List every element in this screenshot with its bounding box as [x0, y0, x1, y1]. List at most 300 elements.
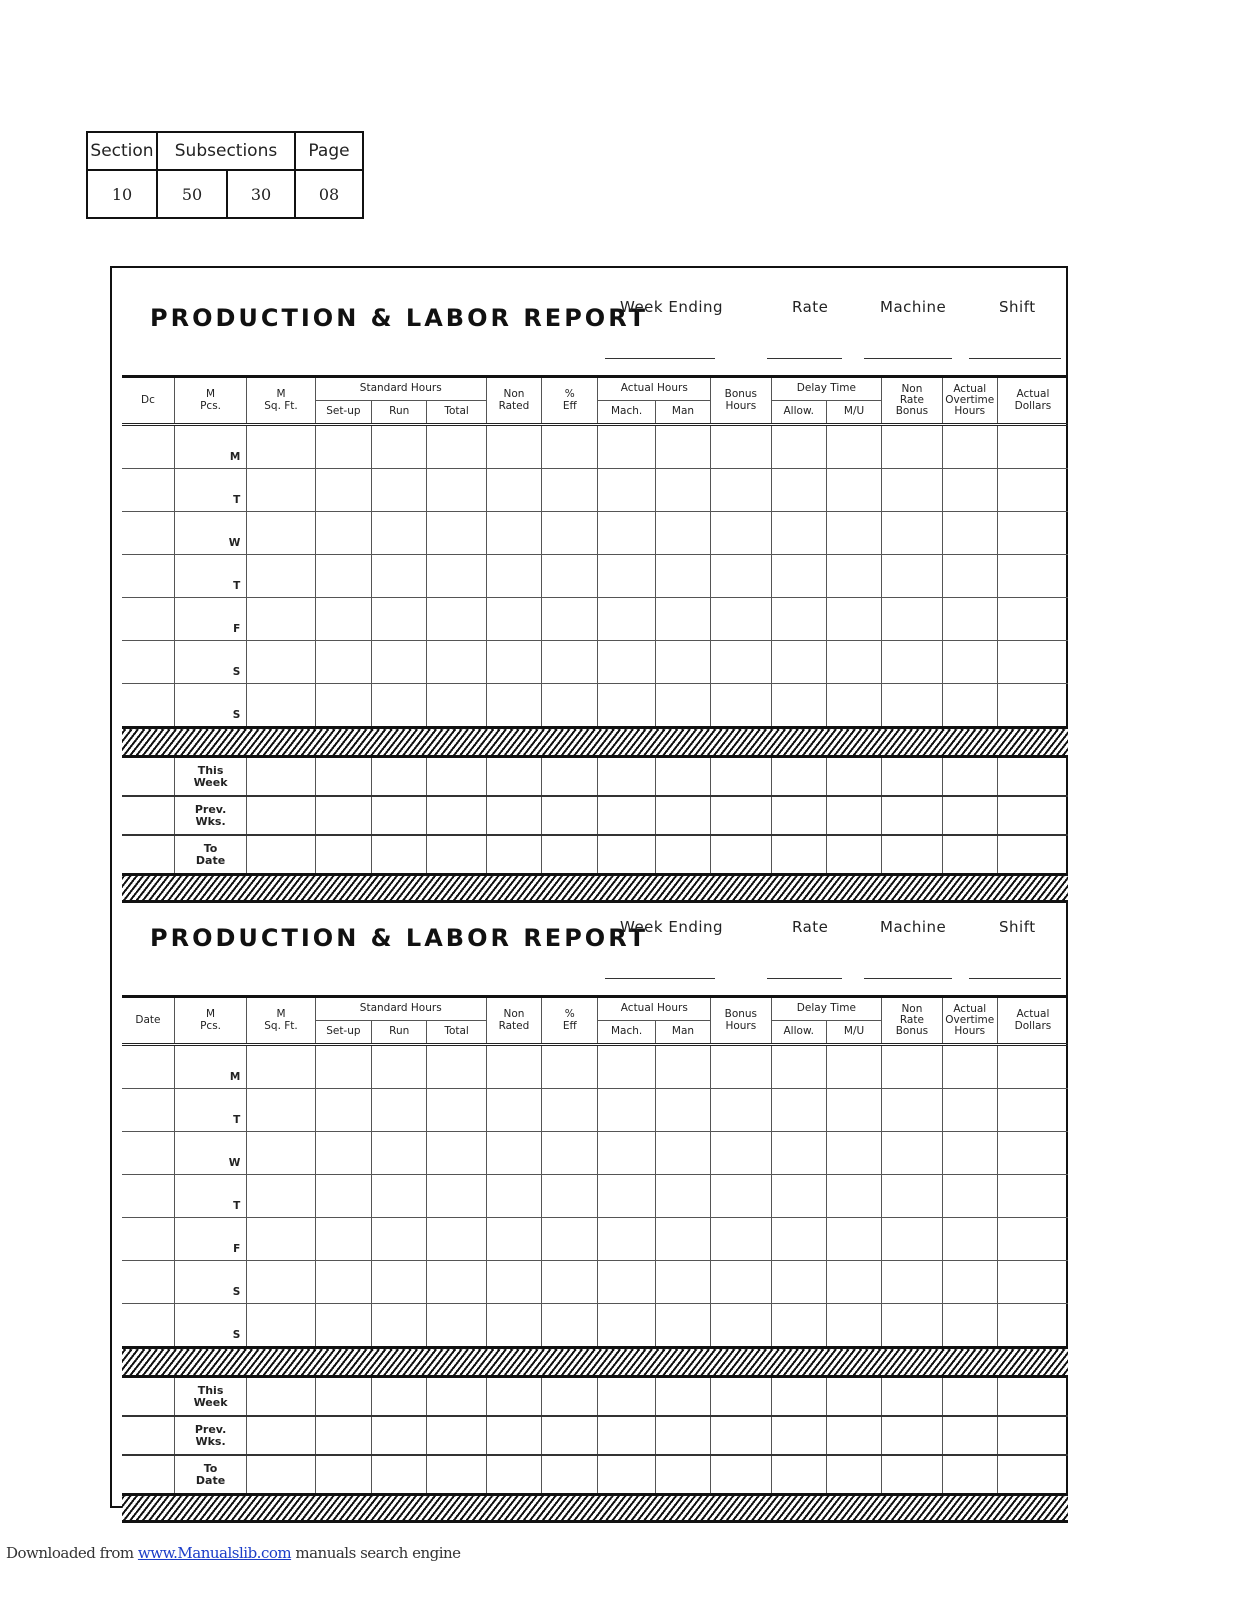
entry-cell[interactable] — [882, 1045, 942, 1089]
summary-cell[interactable] — [826, 757, 881, 797]
entry-cell[interactable] — [711, 1175, 771, 1218]
shift-field[interactable] — [969, 358, 1061, 359]
entry-cell[interactable] — [315, 641, 371, 684]
entry-cell[interactable] — [542, 1089, 598, 1132]
summary-cell[interactable] — [997, 757, 1068, 797]
entry-cell[interactable] — [997, 641, 1068, 684]
entry-cell[interactable] — [315, 425, 371, 469]
summary-cell[interactable] — [882, 1455, 942, 1495]
summary-cell[interactable] — [826, 835, 881, 875]
entry-cell[interactable] — [486, 1175, 541, 1218]
entry-cell[interactable] — [771, 1261, 826, 1304]
entry-cell[interactable] — [427, 1132, 486, 1175]
summary-cell[interactable] — [542, 1455, 598, 1495]
entry-cell[interactable] — [882, 512, 942, 555]
entry-cell[interactable] — [882, 684, 942, 728]
entry-cell[interactable] — [542, 1132, 598, 1175]
entry-cell[interactable] — [486, 425, 541, 469]
summary-cell[interactable] — [247, 1455, 315, 1495]
summary-cell[interactable] — [315, 1416, 371, 1455]
date-cell[interactable] — [122, 1218, 174, 1261]
summary-cell[interactable] — [655, 1416, 710, 1455]
summary-cell[interactable] — [882, 835, 942, 875]
summary-cell[interactable] — [372, 1455, 427, 1495]
entry-cell[interactable] — [771, 512, 826, 555]
entry-cell[interactable] — [655, 598, 710, 641]
entry-cell[interactable] — [711, 469, 771, 512]
summary-cell[interactable] — [598, 1377, 655, 1417]
entry-cell[interactable] — [598, 684, 655, 728]
entry-cell[interactable] — [882, 1089, 942, 1132]
summary-cell[interactable] — [997, 1377, 1068, 1417]
entry-cell[interactable] — [942, 512, 997, 555]
entry-cell[interactable] — [486, 1218, 541, 1261]
entry-cell[interactable] — [882, 641, 942, 684]
summary-cell[interactable] — [486, 835, 541, 875]
entry-cell[interactable] — [655, 1045, 710, 1089]
entry-cell[interactable] — [598, 512, 655, 555]
summary-cell[interactable] — [711, 1377, 771, 1417]
entry-cell[interactable] — [247, 641, 315, 684]
summary-cell[interactable] — [542, 757, 598, 797]
summary-cell[interactable] — [771, 1416, 826, 1455]
entry-cell[interactable] — [655, 1261, 710, 1304]
entry-cell[interactable] — [882, 1261, 942, 1304]
entry-cell[interactable] — [315, 469, 371, 512]
summary-cell[interactable] — [655, 835, 710, 875]
entry-cell[interactable] — [826, 512, 881, 555]
entry-cell[interactable] — [372, 1089, 427, 1132]
entry-cell[interactable] — [315, 598, 371, 641]
summary-cell[interactable] — [771, 757, 826, 797]
entry-cell[interactable] — [655, 641, 710, 684]
entry-cell[interactable] — [826, 1045, 881, 1089]
entry-cell[interactable] — [997, 598, 1068, 641]
entry-cell[interactable] — [598, 425, 655, 469]
entry-cell[interactable] — [247, 425, 315, 469]
entry-cell[interactable] — [771, 641, 826, 684]
summary-cell[interactable] — [771, 1377, 826, 1417]
entry-cell[interactable] — [711, 1089, 771, 1132]
entry-cell[interactable] — [247, 555, 315, 598]
entry-cell[interactable] — [997, 555, 1068, 598]
entry-cell[interactable] — [655, 1218, 710, 1261]
entry-cell[interactable] — [997, 512, 1068, 555]
entry-cell[interactable] — [882, 1304, 942, 1348]
entry-cell[interactable] — [882, 425, 942, 469]
entry-cell[interactable] — [598, 1218, 655, 1261]
entry-cell[interactable] — [247, 1132, 315, 1175]
entry-cell[interactable] — [315, 555, 371, 598]
entry-cell[interactable] — [771, 1304, 826, 1348]
entry-cell[interactable] — [486, 555, 541, 598]
entry-cell[interactable] — [542, 512, 598, 555]
entry-cell[interactable] — [711, 555, 771, 598]
entry-cell[interactable] — [771, 1132, 826, 1175]
summary-cell[interactable] — [247, 1416, 315, 1455]
summary-cell[interactable] — [771, 796, 826, 835]
entry-cell[interactable] — [882, 469, 942, 512]
entry-cell[interactable] — [427, 684, 486, 728]
rate-field[interactable] — [767, 978, 842, 979]
entry-cell[interactable] — [997, 1304, 1068, 1348]
entry-cell[interactable] — [247, 1089, 315, 1132]
summary-cell[interactable] — [598, 1455, 655, 1495]
entry-cell[interactable] — [542, 598, 598, 641]
rate-field[interactable] — [767, 358, 842, 359]
summary-cell[interactable] — [997, 1416, 1068, 1455]
entry-cell[interactable] — [315, 1304, 371, 1348]
date-cell[interactable] — [122, 512, 174, 555]
entry-cell[interactable] — [542, 1045, 598, 1089]
summary-cell[interactable] — [997, 796, 1068, 835]
entry-cell[interactable] — [427, 425, 486, 469]
summary-cell[interactable] — [486, 757, 541, 797]
entry-cell[interactable] — [942, 1089, 997, 1132]
entry-cell[interactable] — [942, 641, 997, 684]
summary-cell[interactable] — [427, 1416, 486, 1455]
entry-cell[interactable] — [655, 1089, 710, 1132]
entry-cell[interactable] — [315, 1261, 371, 1304]
entry-cell[interactable] — [542, 469, 598, 512]
summary-cell[interactable] — [372, 1416, 427, 1455]
entry-cell[interactable] — [598, 1304, 655, 1348]
summary-cell[interactable] — [655, 757, 710, 797]
entry-cell[interactable] — [598, 1132, 655, 1175]
summary-cell[interactable] — [315, 1377, 371, 1417]
summary-cell[interactable] — [598, 796, 655, 835]
entry-cell[interactable] — [486, 684, 541, 728]
entry-cell[interactable] — [315, 1132, 371, 1175]
entry-cell[interactable] — [771, 598, 826, 641]
entry-cell[interactable] — [942, 555, 997, 598]
entry-cell[interactable] — [942, 1261, 997, 1304]
entry-cell[interactable] — [542, 425, 598, 469]
summary-cell[interactable] — [771, 835, 826, 875]
summary-cell[interactable] — [711, 757, 771, 797]
entry-cell[interactable] — [598, 1261, 655, 1304]
entry-cell[interactable] — [826, 555, 881, 598]
entry-cell[interactable] — [997, 469, 1068, 512]
date-cell[interactable] — [122, 1045, 174, 1089]
entry-cell[interactable] — [247, 598, 315, 641]
entry-cell[interactable] — [372, 1175, 427, 1218]
summary-cell[interactable] — [486, 1377, 541, 1417]
entry-cell[interactable] — [372, 1261, 427, 1304]
entry-cell[interactable] — [486, 1304, 541, 1348]
entry-cell[interactable] — [427, 1089, 486, 1132]
entry-cell[interactable] — [711, 1261, 771, 1304]
entry-cell[interactable] — [427, 1304, 486, 1348]
entry-cell[interactable] — [598, 555, 655, 598]
summary-cell[interactable] — [882, 757, 942, 797]
entry-cell[interactable] — [655, 469, 710, 512]
entry-cell[interactable] — [942, 684, 997, 728]
entry-cell[interactable] — [486, 1132, 541, 1175]
entry-cell[interactable] — [247, 1175, 315, 1218]
entry-cell[interactable] — [655, 684, 710, 728]
summary-cell[interactable] — [942, 796, 997, 835]
entry-cell[interactable] — [942, 1045, 997, 1089]
summary-cell[interactable] — [372, 796, 427, 835]
summary-cell[interactable] — [315, 796, 371, 835]
summary-cell[interactable] — [247, 835, 315, 875]
entry-cell[interactable] — [826, 1304, 881, 1348]
entry-cell[interactable] — [771, 684, 826, 728]
entry-cell[interactable] — [711, 684, 771, 728]
entry-cell[interactable] — [486, 641, 541, 684]
entry-cell[interactable] — [372, 1218, 427, 1261]
entry-cell[interactable] — [315, 684, 371, 728]
entry-cell[interactable] — [826, 1175, 881, 1218]
entry-cell[interactable] — [942, 1132, 997, 1175]
entry-cell[interactable] — [486, 512, 541, 555]
entry-cell[interactable] — [598, 641, 655, 684]
summary-cell[interactable] — [711, 1455, 771, 1495]
entry-cell[interactable] — [826, 1218, 881, 1261]
summary-cell[interactable] — [882, 1377, 942, 1417]
entry-cell[interactable] — [711, 1218, 771, 1261]
summary-cell[interactable] — [711, 796, 771, 835]
entry-cell[interactable] — [247, 1045, 315, 1089]
entry-cell[interactable] — [427, 469, 486, 512]
summary-cell[interactable] — [882, 796, 942, 835]
date-cell[interactable] — [122, 641, 174, 684]
entry-cell[interactable] — [486, 1089, 541, 1132]
summary-cell[interactable] — [655, 1377, 710, 1417]
entry-cell[interactable] — [826, 1261, 881, 1304]
entry-cell[interactable] — [247, 469, 315, 512]
entry-cell[interactable] — [771, 469, 826, 512]
entry-cell[interactable] — [771, 1218, 826, 1261]
entry-cell[interactable] — [247, 1218, 315, 1261]
entry-cell[interactable] — [711, 1304, 771, 1348]
entry-cell[interactable] — [997, 684, 1068, 728]
entry-cell[interactable] — [882, 1218, 942, 1261]
summary-cell[interactable] — [598, 1416, 655, 1455]
entry-cell[interactable] — [542, 1175, 598, 1218]
summary-cell[interactable] — [542, 796, 598, 835]
summary-cell[interactable] — [942, 835, 997, 875]
entry-cell[interactable] — [372, 641, 427, 684]
entry-cell[interactable] — [655, 512, 710, 555]
entry-cell[interactable] — [655, 425, 710, 469]
summary-cell[interactable] — [372, 1377, 427, 1417]
summary-cell[interactable] — [372, 757, 427, 797]
entry-cell[interactable] — [826, 469, 881, 512]
summary-cell[interactable] — [542, 835, 598, 875]
summary-cell[interactable] — [315, 1455, 371, 1495]
entry-cell[interactable] — [771, 555, 826, 598]
entry-cell[interactable] — [486, 598, 541, 641]
summary-cell[interactable] — [427, 835, 486, 875]
entry-cell[interactable] — [942, 469, 997, 512]
entry-cell[interactable] — [826, 684, 881, 728]
entry-cell[interactable] — [711, 598, 771, 641]
date-cell[interactable] — [122, 1261, 174, 1304]
summary-cell[interactable] — [247, 1377, 315, 1417]
manualslib-link[interactable]: www.Manualslib.com — [137, 1544, 292, 1562]
entry-cell[interactable] — [427, 598, 486, 641]
entry-cell[interactable] — [997, 1261, 1068, 1304]
summary-cell[interactable] — [942, 1377, 997, 1417]
date-cell[interactable] — [122, 1089, 174, 1132]
entry-cell[interactable] — [771, 425, 826, 469]
entry-cell[interactable] — [942, 1304, 997, 1348]
entry-cell[interactable] — [427, 1045, 486, 1089]
entry-cell[interactable] — [542, 684, 598, 728]
summary-cell[interactable] — [826, 1455, 881, 1495]
entry-cell[interactable] — [372, 425, 427, 469]
entry-cell[interactable] — [315, 1045, 371, 1089]
summary-cell[interactable] — [486, 1455, 541, 1495]
entry-cell[interactable] — [711, 641, 771, 684]
entry-cell[interactable] — [486, 1261, 541, 1304]
entry-cell[interactable] — [655, 1132, 710, 1175]
summary-cell[interactable] — [315, 757, 371, 797]
summary-cell[interactable] — [247, 796, 315, 835]
entry-cell[interactable] — [826, 1089, 881, 1132]
week-ending-field[interactable] — [605, 358, 715, 359]
entry-cell[interactable] — [997, 1132, 1068, 1175]
entry-cell[interactable] — [711, 1045, 771, 1089]
date-cell[interactable] — [122, 469, 174, 512]
summary-cell[interactable] — [655, 796, 710, 835]
date-cell[interactable] — [122, 1132, 174, 1175]
entry-cell[interactable] — [997, 1218, 1068, 1261]
entry-cell[interactable] — [826, 425, 881, 469]
entry-cell[interactable] — [711, 1132, 771, 1175]
entry-cell[interactable] — [997, 1045, 1068, 1089]
entry-cell[interactable] — [247, 684, 315, 728]
summary-cell[interactable] — [427, 757, 486, 797]
entry-cell[interactable] — [542, 555, 598, 598]
entry-cell[interactable] — [882, 1132, 942, 1175]
summary-cell[interactable] — [826, 1416, 881, 1455]
date-cell[interactable] — [122, 1175, 174, 1218]
summary-cell[interactable] — [598, 835, 655, 875]
summary-cell[interactable] — [942, 1455, 997, 1495]
entry-cell[interactable] — [942, 1175, 997, 1218]
entry-cell[interactable] — [655, 1175, 710, 1218]
entry-cell[interactable] — [826, 598, 881, 641]
entry-cell[interactable] — [655, 1304, 710, 1348]
summary-cell[interactable] — [882, 1416, 942, 1455]
machine-field[interactable] — [864, 358, 952, 359]
summary-cell[interactable] — [771, 1455, 826, 1495]
entry-cell[interactable] — [598, 469, 655, 512]
summary-cell[interactable] — [486, 796, 541, 835]
entry-cell[interactable] — [997, 425, 1068, 469]
entry-cell[interactable] — [942, 425, 997, 469]
summary-cell[interactable] — [315, 835, 371, 875]
entry-cell[interactable] — [247, 512, 315, 555]
summary-cell[interactable] — [542, 1377, 598, 1417]
entry-cell[interactable] — [372, 512, 427, 555]
entry-cell[interactable] — [427, 641, 486, 684]
date-cell[interactable] — [122, 555, 174, 598]
summary-cell[interactable] — [486, 1416, 541, 1455]
entry-cell[interactable] — [542, 641, 598, 684]
entry-cell[interactable] — [427, 1175, 486, 1218]
summary-cell[interactable] — [997, 1455, 1068, 1495]
summary-cell[interactable] — [942, 757, 997, 797]
summary-cell[interactable] — [711, 835, 771, 875]
summary-cell[interactable] — [655, 1455, 710, 1495]
summary-cell[interactable] — [826, 796, 881, 835]
entry-cell[interactable] — [771, 1089, 826, 1132]
summary-cell[interactable] — [942, 1416, 997, 1455]
date-cell[interactable] — [122, 425, 174, 469]
entry-cell[interactable] — [542, 1304, 598, 1348]
summary-cell[interactable] — [711, 1416, 771, 1455]
week-ending-field[interactable] — [605, 978, 715, 979]
entry-cell[interactable] — [598, 1175, 655, 1218]
date-cell[interactable] — [122, 684, 174, 728]
entry-cell[interactable] — [997, 1175, 1068, 1218]
summary-cell[interactable] — [598, 757, 655, 797]
entry-cell[interactable] — [247, 1261, 315, 1304]
machine-field[interactable] — [864, 978, 952, 979]
entry-cell[interactable] — [882, 555, 942, 598]
summary-cell[interactable] — [826, 1377, 881, 1417]
entry-cell[interactable] — [598, 598, 655, 641]
summary-cell[interactable] — [542, 1416, 598, 1455]
entry-cell[interactable] — [711, 512, 771, 555]
summary-cell[interactable] — [372, 835, 427, 875]
entry-cell[interactable] — [771, 1045, 826, 1089]
entry-cell[interactable] — [542, 1261, 598, 1304]
entry-cell[interactable] — [598, 1089, 655, 1132]
entry-cell[interactable] — [598, 1045, 655, 1089]
entry-cell[interactable] — [486, 1045, 541, 1089]
entry-cell[interactable] — [882, 1175, 942, 1218]
summary-cell[interactable] — [427, 1377, 486, 1417]
entry-cell[interactable] — [771, 1175, 826, 1218]
summary-cell[interactable] — [997, 835, 1068, 875]
entry-cell[interactable] — [826, 641, 881, 684]
entry-cell[interactable] — [542, 1218, 598, 1261]
entry-cell[interactable] — [486, 469, 541, 512]
entry-cell[interactable] — [427, 1218, 486, 1261]
entry-cell[interactable] — [711, 425, 771, 469]
entry-cell[interactable] — [315, 1175, 371, 1218]
entry-cell[interactable] — [372, 598, 427, 641]
summary-cell[interactable] — [247, 757, 315, 797]
entry-cell[interactable] — [942, 1218, 997, 1261]
entry-cell[interactable] — [372, 1045, 427, 1089]
shift-field[interactable] — [969, 978, 1061, 979]
entry-cell[interactable] — [315, 1218, 371, 1261]
entry-cell[interactable] — [997, 1089, 1068, 1132]
entry-cell[interactable] — [655, 555, 710, 598]
entry-cell[interactable] — [427, 555, 486, 598]
entry-cell[interactable] — [942, 598, 997, 641]
entry-cell[interactable] — [247, 1304, 315, 1348]
entry-cell[interactable] — [315, 512, 371, 555]
summary-cell[interactable] — [427, 1455, 486, 1495]
entry-cell[interactable] — [372, 469, 427, 512]
entry-cell[interactable] — [427, 512, 486, 555]
entry-cell[interactable] — [372, 1132, 427, 1175]
entry-cell[interactable] — [372, 684, 427, 728]
entry-cell[interactable] — [372, 555, 427, 598]
summary-cell[interactable] — [427, 796, 486, 835]
date-cell[interactable] — [122, 598, 174, 641]
entry-cell[interactable] — [427, 1261, 486, 1304]
date-cell[interactable] — [122, 1304, 174, 1348]
entry-cell[interactable] — [372, 1304, 427, 1348]
